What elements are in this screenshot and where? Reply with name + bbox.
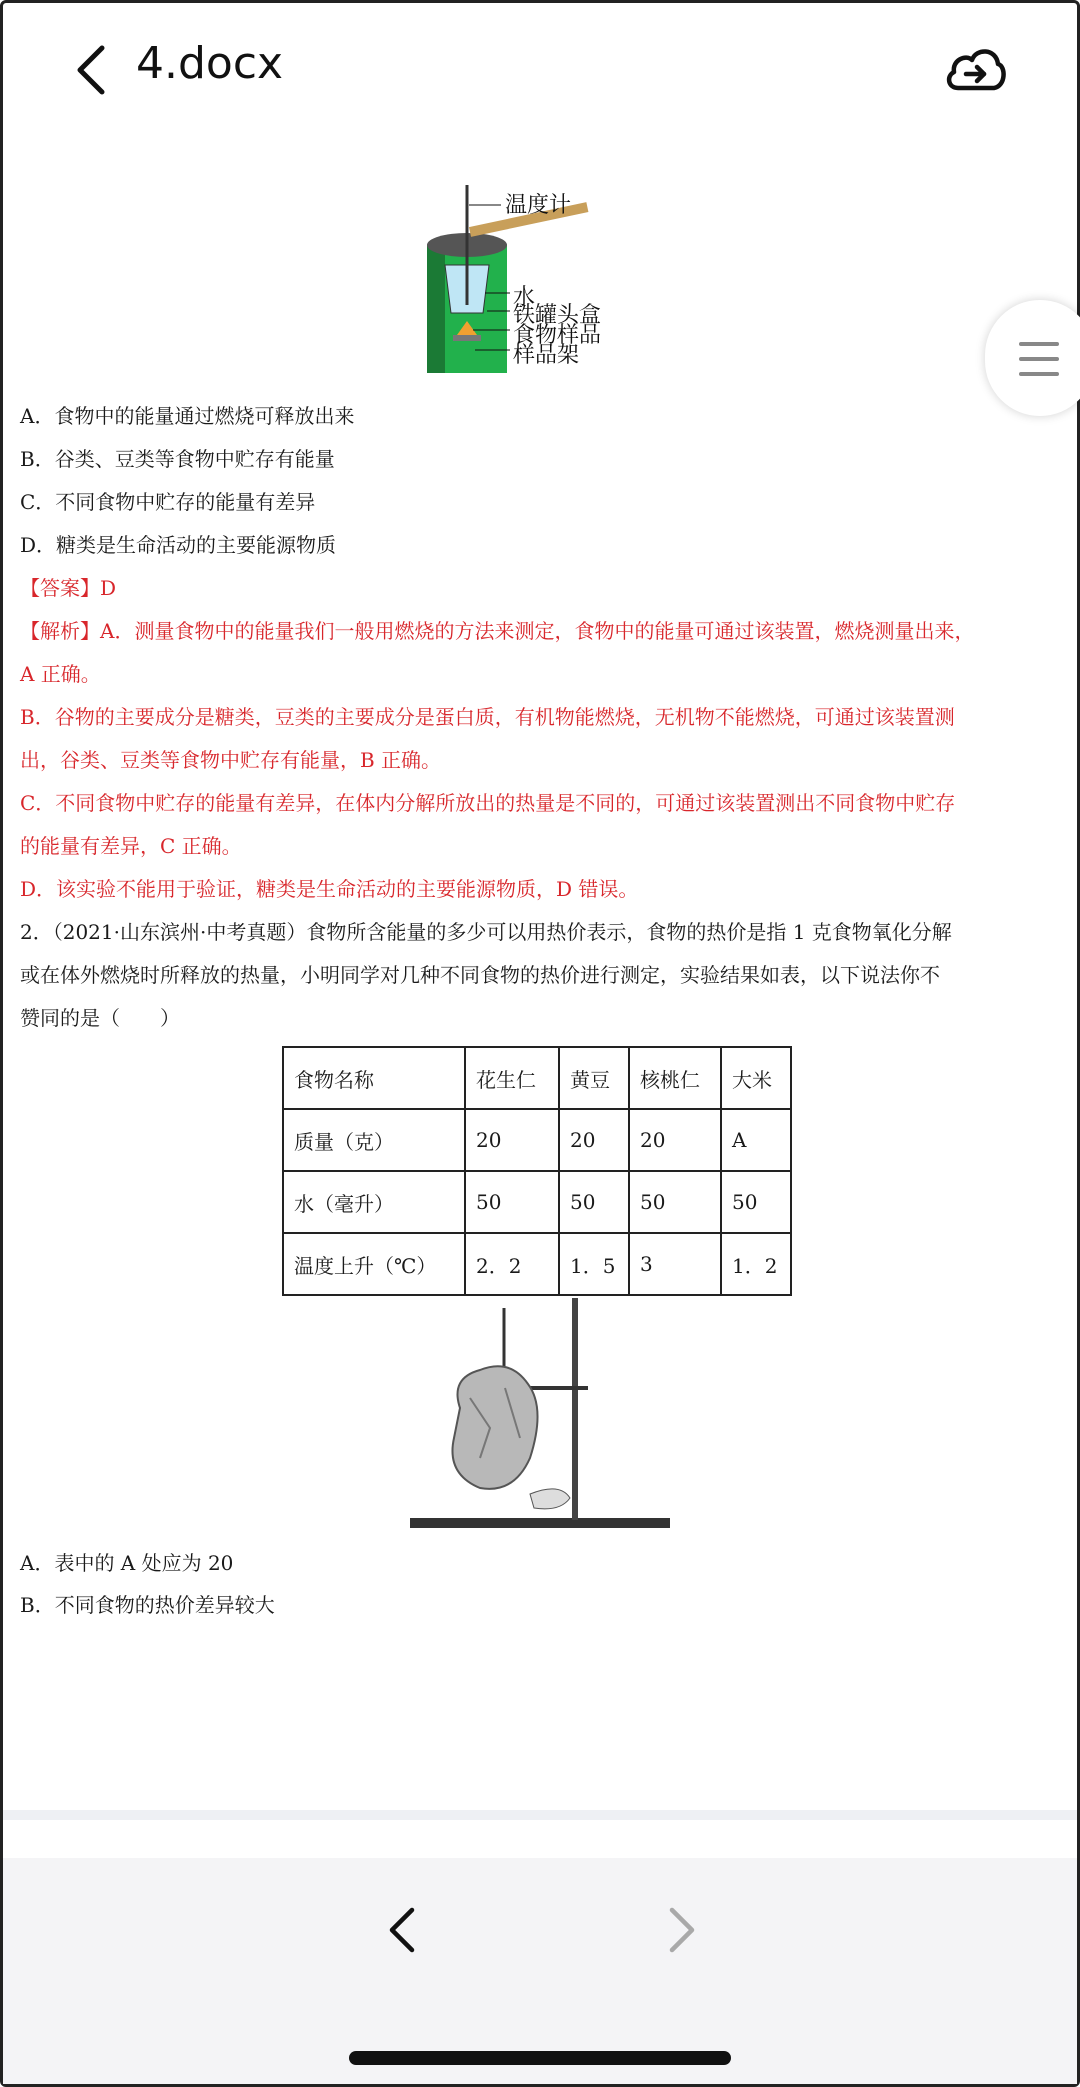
chevron-left-icon: [382, 1900, 422, 1960]
content-divider: [3, 1810, 1077, 1820]
table-cell: 大米: [721, 1047, 791, 1109]
chevron-right-icon: [662, 1900, 702, 1960]
previous-page-button[interactable]: [382, 1900, 422, 1960]
table-cell: 1．5: [559, 1233, 629, 1295]
cloud-upload-icon: [942, 40, 1008, 100]
table-row: [283, 1171, 791, 1233]
label-can: 铁罐头盒: [513, 303, 602, 328]
table-cell: 20: [629, 1109, 721, 1171]
question-2-line: 赞同的是（ ）: [20, 1006, 180, 1030]
hamburger-icon: [1019, 342, 1059, 387]
back-button[interactable]: [68, 40, 118, 100]
analysis-line: C．不同食物中贮存的能量有差异，在体内分解所放出的热量是不同的，可通过该装置测出不同食物中贮存: [20, 791, 956, 815]
table-cell: A: [721, 1109, 791, 1171]
answer-line: 【答案】D: [20, 576, 117, 600]
chevron-left-icon: [68, 40, 118, 100]
option-b: B．不同食物的热价差异较大: [20, 1593, 275, 1617]
table-cell: 黄豆: [559, 1047, 629, 1109]
table-cell: 50: [721, 1171, 791, 1233]
table-cell: 50: [465, 1171, 559, 1233]
option-d: D．糖类是生命活动的主要能源物质: [20, 533, 337, 557]
question-2-line: 或在体外燃烧时所释放的热量，小明同学对几种不同食物的热价进行测定，实验结果如表，以下说法你不: [20, 963, 940, 987]
question-2-line: 2．（2021·山东滨州·中考真题）食物所含能量的多少可以用热价表示，食物的热价是指 1 克食物氧化分解: [20, 920, 952, 944]
calorimeter-figure: [425, 185, 645, 380]
table-cell: 2．2: [465, 1233, 559, 1295]
table-cell: 核桃仁: [629, 1047, 721, 1109]
home-indicator: [349, 2051, 731, 2065]
option-c: C．不同食物中贮存的能量有差异: [20, 490, 316, 514]
stand-illustration: [410, 1298, 670, 1533]
label-thermometer: 温度计: [505, 193, 572, 218]
analysis-line: 出，谷类、豆类等食物中贮存有能量，B 正确。: [20, 748, 442, 772]
table-cell: 温度上升（℃）: [283, 1233, 465, 1295]
analysis-line: B．谷物的主要成分是糖类，豆类的主要成分是蛋白质，有机物能燃烧，无机物不能燃烧，可通过该装置测: [20, 705, 955, 729]
table-cell: 食物名称: [283, 1047, 465, 1109]
analysis-line: D．该实验不能用于验证，糖类是生命活动的主要能源物质，D 错误。: [20, 877, 639, 901]
table-cell: 质量（克）: [283, 1109, 465, 1171]
table-cell: 水（毫升）: [283, 1171, 465, 1233]
results-table: [282, 1046, 792, 1296]
table-cell: 50: [559, 1171, 629, 1233]
option-a: A．食物中的能量通过燃烧可释放出来: [20, 404, 355, 428]
table-cell: 3: [629, 1233, 721, 1295]
table-cell: 50: [629, 1171, 721, 1233]
side-menu-handle[interactable]: [985, 300, 1080, 416]
next-page-button[interactable]: [662, 1900, 702, 1960]
table-row: [283, 1109, 791, 1171]
table-cell: 花生仁: [465, 1047, 559, 1109]
analysis-line: A 正确。: [20, 662, 101, 686]
option-b: B．谷类、豆类等食物中贮存有能量: [20, 447, 335, 471]
table-header-row: [283, 1047, 791, 1109]
table-cell: 20: [465, 1109, 559, 1171]
table-cell: 1．2: [721, 1233, 791, 1295]
option-a: A．表中的 A 处应为 20: [20, 1551, 234, 1575]
label-water: 水: [513, 285, 536, 310]
analysis-line: 的能量有差异，C 正确。: [20, 834, 242, 858]
share-button[interactable]: [942, 40, 1008, 100]
analysis-line: 【解析】A．测量食物中的能量我们一般用燃烧的方法来测定，食物中的能量可通过该装置，燃烧测量出来，: [20, 619, 975, 643]
document-title: 4.docx: [136, 38, 284, 89]
apparatus-figure: [410, 1298, 670, 1533]
table-cell: 20: [559, 1109, 629, 1171]
label-sample: 食物样品: [513, 323, 602, 348]
table-row: [283, 1233, 791, 1295]
top-bar: [0, 0, 1080, 140]
label-rack: 样品架: [513, 343, 580, 368]
